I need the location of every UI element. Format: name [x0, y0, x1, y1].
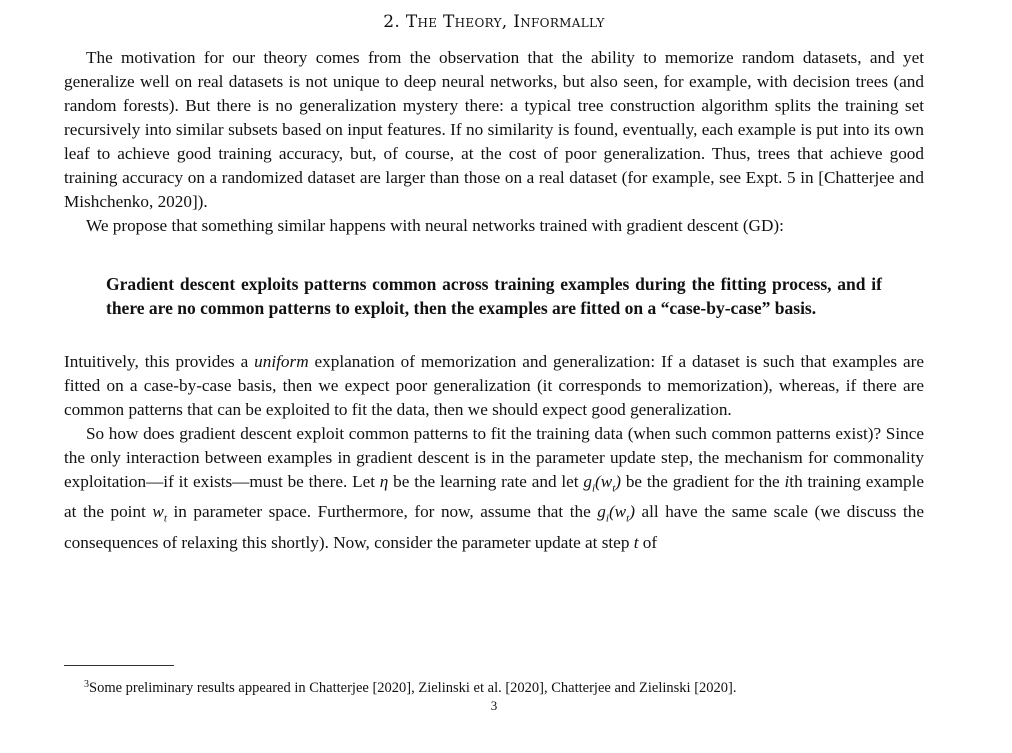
- intuition-text-1: Intuitively, this provides a: [64, 352, 255, 371]
- section-title: [64, 10, 924, 34]
- mechanism-text-4: th training example at the point: [64, 472, 924, 522]
- mechanism-text-3: be the gradient for the: [621, 472, 785, 491]
- footnote-text: Some preliminary results appeared in Chatterjee [2020], Zielinski et al. [2020], Chatterjee and Zielinski [2020].: [89, 680, 737, 696]
- paragraph-mechanism: [64, 422, 924, 555]
- page-number: 3: [490, 698, 498, 713]
- mechanism-text-6: all have the same scale (we discuss the consequences of relaxing this shortly). Now, consider the parameter update at step: [64, 502, 924, 552]
- mechanism-text-2: be the learning rate and let: [388, 472, 584, 491]
- intuition-emphasis: uniform: [254, 352, 309, 371]
- section-title-part2: Informally: [513, 12, 605, 32]
- math-eta: η: [379, 472, 389, 491]
- hypothesis-statement: Gradient descent exploits patterns common across training examples during the fitting process, and if there are no common patterns to exploit, then the examples are fitted on a “case-by-case” basis.: [106, 274, 882, 318]
- mechanism-text-5: in parameter space. Furthermore, for now, assume that the: [166, 502, 598, 522]
- page-body: [64, 10, 924, 555]
- math-gradient-1: $g_i(w_t)$: [583, 472, 622, 495]
- math-gradient-2: $g_i(w_t)$: [597, 502, 635, 525]
- footnote: [84, 675, 924, 698]
- intuition-text-2: explanation of memorization and generalization: If a dataset is such that examples are fitted on a case-by-case basis, then we expect poor generalization (it corresponds to memorization), whereas, if there are common patterns that can be exploited to fit the data, then we should expect good generalization.: [64, 352, 925, 419]
- math-step-t: t: [633, 532, 639, 552]
- section-number: 2.: [383, 12, 401, 32]
- math-point-wt: $w_t$: [152, 502, 167, 525]
- paragraph-motivation: The motivation for our theory comes from the observation that the ability to memorize random datasets, and yet generalize well on real datasets is not unique to deep neural networks, but also seen, for example, with decision trees (and random forests). But there is no generalization mystery there: a typical tree construction algorithm splits the training set recursively into similar subsets based on input features. If no similarity is found, eventually, each example is put into its own leaf to achieve good training accuracy, but, of course, at the cost of poor generalization. Thus, trees that achieve good training accuracy on a randomized dataset are larger than those on a real dataset (for example, see Expt. 5 in [Chatterjee and Mishchenko, 2020]).: [64, 48, 924, 211]
- math-index-i: i: [784, 472, 790, 491]
- section-title-part1: The Theory,: [405, 12, 508, 32]
- paragraph-intuition: [64, 350, 924, 422]
- footnote-divider: [64, 665, 174, 666]
- mechanism-text-7: of: [638, 532, 658, 552]
- mechanism-text-1: So how does gradient descent exploit common patterns to fit the training data (when such common patterns exist)? Since the only interaction between examples in gradient descent is in the parameter update step, the mechanism for commonality exploitation—if it exists—must be there. Let: [64, 424, 924, 491]
- paragraph-proposal: We propose that something similar happens with neural networks trained with gradient descent (GD):: [86, 216, 784, 235]
- footnote-marker: 3: [84, 679, 89, 690]
